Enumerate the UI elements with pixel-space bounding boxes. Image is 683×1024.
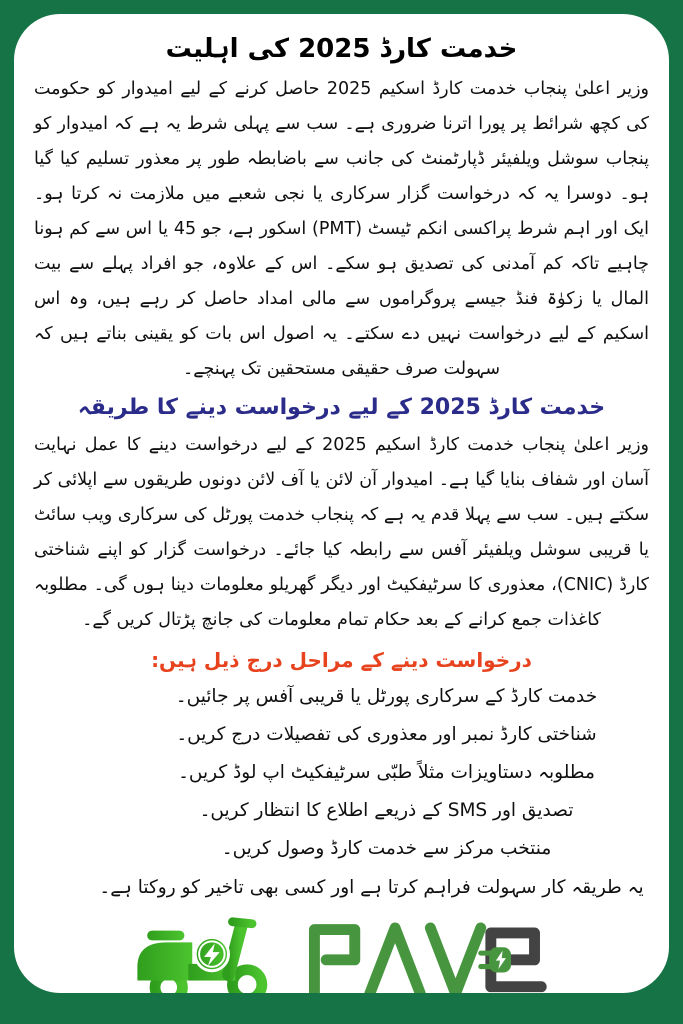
brand-logo xyxy=(34,909,649,993)
step-item-5: منتخب مرکز سے خدمت کارڈ وصول کریں۔ xyxy=(221,837,552,859)
letter-v xyxy=(430,928,480,993)
page-title: خدمت کارڈ 2025 کی اہلیت xyxy=(165,34,518,64)
pave-wordmark xyxy=(301,916,553,993)
step-item-3: مطلوبہ دستاویزات مثلاً طبّی سرٹیفکیٹ اپ لوڈ کریں۔ xyxy=(178,761,595,783)
apply-paragraph: وزیر اعلیٰ پنجاب خدمت کارڈ اسکیم 2025 کے لیے درخواست دینے کا عمل نہایت آسان اور شفاف بنایا گیا ہے۔ امیدوار آن لائن یا آف لائن دونوں طریقوں سے اپلائی کر سکتے ہیں۔ سب سے پہلا قدم یہ ہے کہ پنجاب خدمت پورٹل کی سرکاری ویب سائٹ یا قریبی سوشل ویلفیئر آفس سے رابطہ کیا جائے۔ درخواست گزار کو اپنے شناختی کارڈ (CNIC)، معذوری کا سرٹیفکیٹ اور دیگر گھریلو معلومات دینا ہوں گی۔ مطلوبہ کاغذات جمع کرانے کے بعد حکام تمام معلومات کی جانچ پڑتال کریں گے۔ xyxy=(34,435,649,630)
how-to-apply-heading: خدمت کارڈ 2025 کے لیے درخواست دینے کا طریقہ xyxy=(77,395,606,420)
plug-icon xyxy=(480,947,510,972)
article-card xyxy=(14,14,669,993)
steps-heading: درخواست دینے کے مراحل درج ذیل ہیں: xyxy=(151,648,532,672)
letter-a xyxy=(369,928,419,993)
step-item-4: تصدیق اور SMS کے ذریعے اطلاع کا انتظار کریں۔ xyxy=(199,799,574,821)
step-item-1: خدمت کارڈ کے سرکاری پورٹل یا قریبی آفس پر جائیں۔ xyxy=(175,686,598,707)
electric-scooter-icon xyxy=(131,910,279,993)
letter-p xyxy=(314,929,354,993)
steps-list xyxy=(124,678,649,868)
closing-line: یہ طریقہ کار سہولت فراہم کرتا ہے اور کسی بھی تاخیر کو روکتا ہے۔ xyxy=(99,876,644,898)
step-item-2: شناختی کارڈ نمبر اور معذوری کی تفصیلات درج کریں۔ xyxy=(176,723,597,745)
eligibility-paragraph: وزیر اعلیٰ پنجاب خدمت کارڈ اسکیم 2025 حاصل کرنے کے لیے امیدوار کو حکومت کی کچھ شرائط پر پورا اترنا ضروری ہے۔ سب سے پہلی شرط یہ ہے کہ امیدوار کو پنجاب سوشل ویلفیئر ڈپارٹمنٹ کی جانب سے باضابطہ طور پر معذور تسلیم کیا گیا ہو۔ دوسرا یہ کہ درخواست گزار سرکاری یا نجی شعبے میں ملازمت نہ کرتا ہو۔ ایک اور اہم شرط پراکسی انکم ٹیسٹ (PMT) اسکور ہے، جو 45 یا اس سے کم ہونا چاہیے تاکہ کم آمدنی کی تصدیق ہو سکے۔ اس کے علاوہ، جو افراد پہلے سے بیت المال یا زکوٰۃ فنڈ جیسے پروگراموں سے مالی امداد حاصل کر رہے ہیں، وہ اس اسکیم کے لیے درخواست نہیں دے سکتے۔ یہ اصول اس بات کو یقینی بناتے ہیں کہ سہولت صرف حقیقی مستحقین تک پہنچے۔ xyxy=(34,79,649,379)
